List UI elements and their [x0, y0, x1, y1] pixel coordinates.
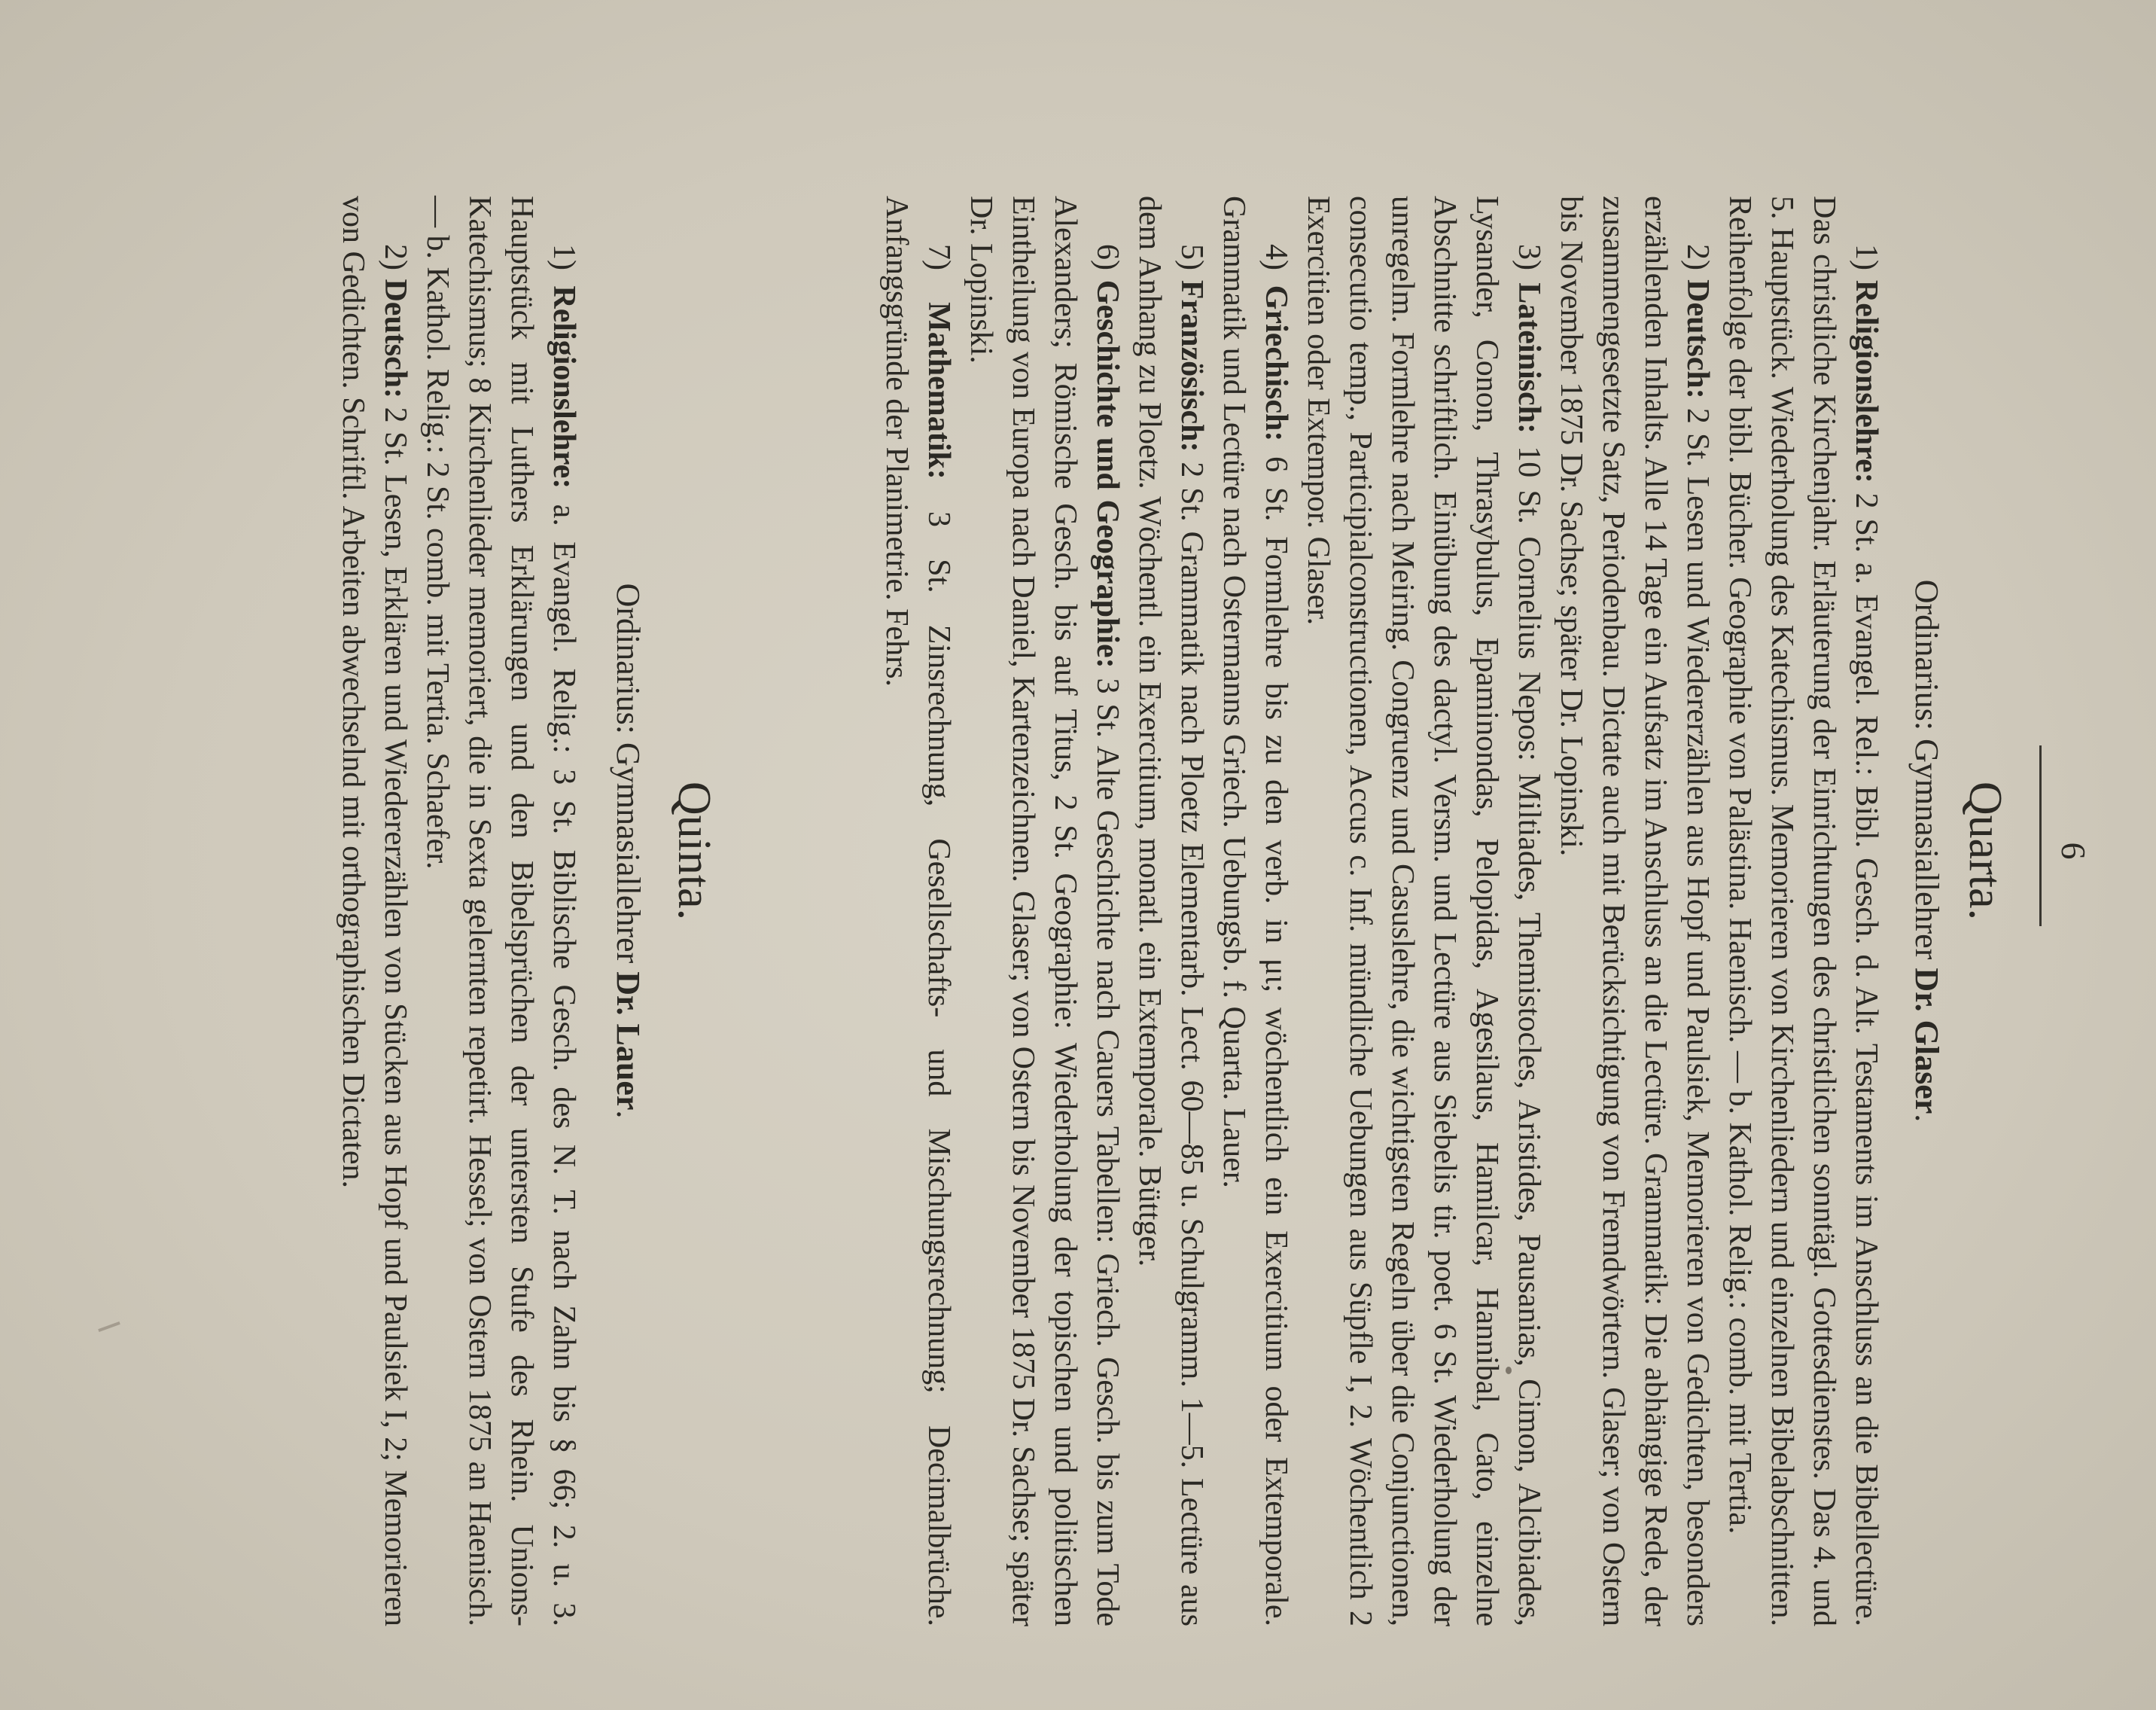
quinta-ordinarius [607, 53, 649, 1649]
subject-number: 7) [921, 244, 956, 270]
quarta-subject-griechisch [1213, 196, 1297, 1626]
quarta-ordinarius-name: Dr. Glaser [1908, 968, 1945, 1114]
quarta-subject-latein [1297, 196, 1550, 1626]
subject-text: 2 St. Lesen und Wiedererzählen aus Hopf und Paulsiek, Memorieren von Gedichten, besonders erzählenden Inhalts. Alle 14 Tage ein Aufsatz im Anschluss an die Lectüre. Grammatik: Die abhängige Rede, der zusammengesetzte Satz, Periodenbau. Dictate auch mit Berücksichtigung von Fremdwörtern. Glaser; von Ostern bis November 1875 Dr. Sachse; später Dr. Lopinski. [1554, 196, 1715, 1627]
subject-text: 6 St. Formlehre bis zu den verb. in μι; wöchentlich ein Exercitium oder Extemporale. Grammatik und Lectüre nach Ostermanns Griech. Uebungsb. f. Quarta. Lauer. [1217, 196, 1293, 1627]
subject-number: 5) [1174, 244, 1209, 270]
quarta-ordinarius [1905, 53, 1947, 1649]
quinta-heading: Quinta. [668, 781, 720, 921]
subject-text: 2 St. Lesen, Erklären und Wiedererzählen von Stücken aus Hopf und Paulsiek I, 2; Memorieren von Gedichten. Schriftl. Arbeiten abwechselnd mit orthographischen Dictaten. [336, 196, 413, 1626]
subject-text: 2 St. Grammatik nach Ploetz Elementarb. Lect. 60—85 u. Schulgramm. 1—5. Lectüre aus dem Anhang zu Ploetz. Wöchentl. ein Exercitium, monatl. ein Extemporale. Büttger. [1132, 196, 1209, 1627]
quarta-ordinarius-label: Ordinarius: Gymnasiallehrer [1908, 579, 1945, 960]
subject-name: Religionslehre: [1849, 279, 1883, 483]
quarta-subject-mathematik [875, 196, 960, 1626]
quinta-ordinarius-label: Ordinarius: Gymnasiallehrer [610, 583, 647, 964]
quarta-heading: Quarta. [1960, 781, 2011, 921]
page-number-rule [2039, 745, 2042, 926]
rotated-document-page [54, 53, 2102, 1649]
subject-number: 2) [378, 244, 413, 270]
subject-name: Lateinisch: [1512, 282, 1546, 434]
subject-name: Mathematik: [921, 302, 956, 480]
subject-number: 4) [1259, 244, 1293, 270]
subject-number: 1) [1849, 244, 1883, 270]
page-number: 6 [2054, 842, 2093, 860]
subject-name: Deutsch: [378, 279, 413, 399]
quinta-subjects [332, 196, 585, 1626]
subject-name: Geschichte und Geographie: [1090, 279, 1125, 669]
quarta-subjects [875, 196, 1887, 1626]
subject-number: 1) [547, 244, 581, 270]
quinta-ordinarius-end: . [610, 1110, 647, 1119]
quinta-subject-deutsch [332, 196, 416, 1626]
subject-text: 2 St. a. Evangel. Rel.: Bibl. Gesch. d. Alt. Testaments im Anschluss an die Bibellectüre. Das christliche Kirchenjahr. Erläuterung der Einrichtungen des christlichen sonntägl. Gottesdienstes. Das 4. und 5. Hauptstück. Wiederholung des Katechismus. Memorieren von Kirchenliedern und einzelnen Bibelabschnitten. Reihenfolge der bibl. Bücher. Geographie von Palästina. Haenisch. — b. Kathol. Relig.: comb. mit Tertia. [1722, 196, 1883, 1626]
subject-text: a. Evangel. Relig.: 3 St. Biblische Gesch. des N. T. nach Zahn bis § 66; 2. u. 3. Hauptstück mit Luthers Erklärungen und den Bibelsprüchen der untersten Stufe des Rhein. Unions-Katechismus; 8 Kirchenlieder memoriert, die in Sexta gelernten repetirt. Hessel; von Ostern 1875 an Haenisch. — b. Kathol. Relig.: 2 St. comb. mit Tertia. Schaefer. [420, 196, 581, 1627]
quarta-subject-geschichte [960, 196, 1128, 1626]
quarta-subject-religion [1719, 196, 1887, 1626]
subject-name: Deutsch: [1680, 279, 1715, 399]
subject-name: Religionslehre: [547, 285, 581, 489]
subject-text: 10 St. Cornelius Nepos: Miltiades, Themistocles, Aristides, Pausanias, Cimon, Alcibiades, Lysander, Conon, Thrasybulus, Epaminondas, Pelopidas, Agesilaus, Hamilcar, Hannibal, Cato, einzelne Abschnitte schriftlich. Einübung des dactyl. Versm. und Lectüre aus Siebelis tir. poet. 6 St. Wiederholung der unregelm. Formlehre nach Meiring. Congruenz und Casuslehre, die wichtigsten Regeln über die Conjunctionen, consecutio temp., Participialconstructionen, Accus c. Inf. mündliche Uebungen aus Süpfle I, 2. Wöchentlich 2 Exercitien oder Extempor. Glaser. [1301, 196, 1546, 1627]
subject-name: Französisch: [1174, 279, 1209, 453]
subject-number: 2) [1680, 244, 1715, 270]
quarta-subject-deutsch [1550, 196, 1719, 1626]
quinta-ordinarius-name: Dr. Lauer [610, 971, 647, 1111]
subject-text: 3 St. Zinsrechnung, Gesellschafts- und Mischungsrechnung; Decimalbrüche. Anfangsgründe der Planimetrie. Fehrs. [879, 196, 956, 1627]
subject-text: 3 St. Alte Geschichte nach Cauers Tabellen: Griech. Gesch. bis zum Tode Alexanders; Römische Gesch. bis auf Titus, 2 St. Geographie: Wiederholung der topischen und politischen Eintheilung von Europa nach Daniel, Kartenzeichnen. Glaser; von Ostern bis November 1875 Dr. Sachse; später Dr. Lopinski. [964, 196, 1125, 1627]
quarta-subject-franzoesisch [1128, 196, 1213, 1626]
quinta-subject-religion [416, 196, 585, 1626]
subject-number: 6) [1090, 244, 1125, 270]
subject-number: 3) [1512, 244, 1546, 270]
quarta-ordinarius-end: . [1908, 1114, 1945, 1123]
subject-name: Griechisch: [1259, 285, 1293, 442]
